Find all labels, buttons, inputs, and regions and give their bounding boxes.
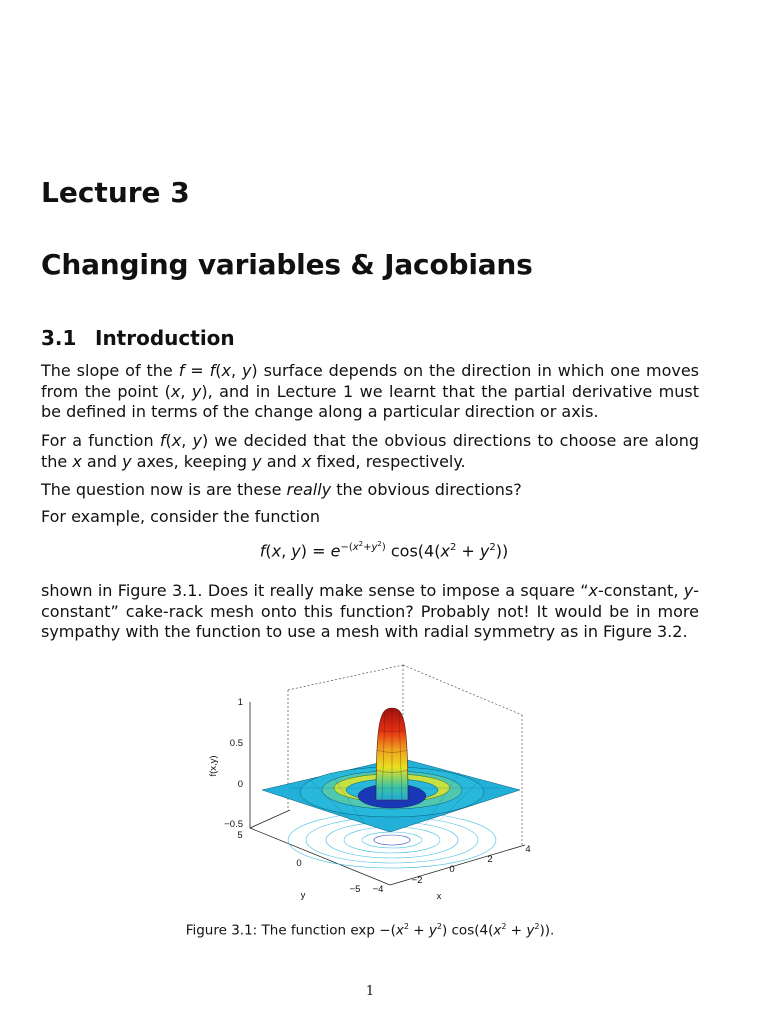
- paragraph-example: For example, consider the function: [41, 507, 320, 526]
- surface: [262, 708, 520, 832]
- z-tick: 0.5: [229, 738, 243, 749]
- x-tick: 4: [525, 844, 531, 855]
- section-title: Introduction: [95, 326, 235, 350]
- section-heading: [41, 326, 235, 350]
- paragraph-slope: The slope of the f = f(x, y) surface depends on the direction in which one moves from the point (x, y), and in Lecture 1 we learnt that the partial derivative must be defined in terms of the change along a particular direction or axis.: [41, 361, 700, 422]
- x-tick: −2: [411, 875, 423, 886]
- paragraph-mesh: shown in Figure 3.1. Does it really make sense to impose a square “x-constant, y-constant” cake-rack mesh onto this function? Probably not! It would be in more sympathy with the function to use a mesh with radial symmetry as in Figure 3.2.: [41, 581, 699, 642]
- z-tick: 1: [237, 697, 243, 708]
- z-axis-ticks: [224, 697, 243, 830]
- y-axis-ticks: [237, 830, 360, 895]
- section-number: 3.1: [41, 326, 77, 350]
- x-axis-label: x: [436, 891, 442, 902]
- z-tick: 0: [237, 779, 243, 790]
- chapter-title: Changing variables & Jacobians: [41, 248, 533, 281]
- y-tick: 0: [296, 858, 302, 869]
- surface-plot-figure: [200, 660, 550, 905]
- x-tick: 2: [487, 854, 493, 865]
- lecture-number: Lecture 3: [41, 176, 190, 209]
- x-tick: −4: [372, 884, 384, 895]
- x-tick: 0: [449, 864, 455, 875]
- x-axis-ticks: [373, 844, 531, 895]
- paragraph-question: The question now is are these really the obvious directions?: [41, 480, 522, 499]
- z-tick: −0.5: [224, 819, 243, 830]
- paragraph-directions: For a function f(x, y) we decided that the obvious directions to choose are along the x and y axes, keeping y and x fixed, respectively.: [41, 431, 700, 471]
- y-axis-label: y: [300, 890, 306, 901]
- equation-function: f(x, $y) = e^{-(x^2+y^2)}$ $\cos(4(x^2 + y^2))$: [259, 540, 509, 561]
- z-axis-label: f(x,y): [208, 755, 219, 777]
- y-tick: 5: [237, 830, 243, 841]
- y-tick: −5: [349, 884, 361, 895]
- page-number: 1: [365, 984, 375, 999]
- figure-caption: Figure 3.1: The function $\exp -(x^2 + y^2) \cos(4(x^2 + y^2))$.: [185, 922, 555, 939]
